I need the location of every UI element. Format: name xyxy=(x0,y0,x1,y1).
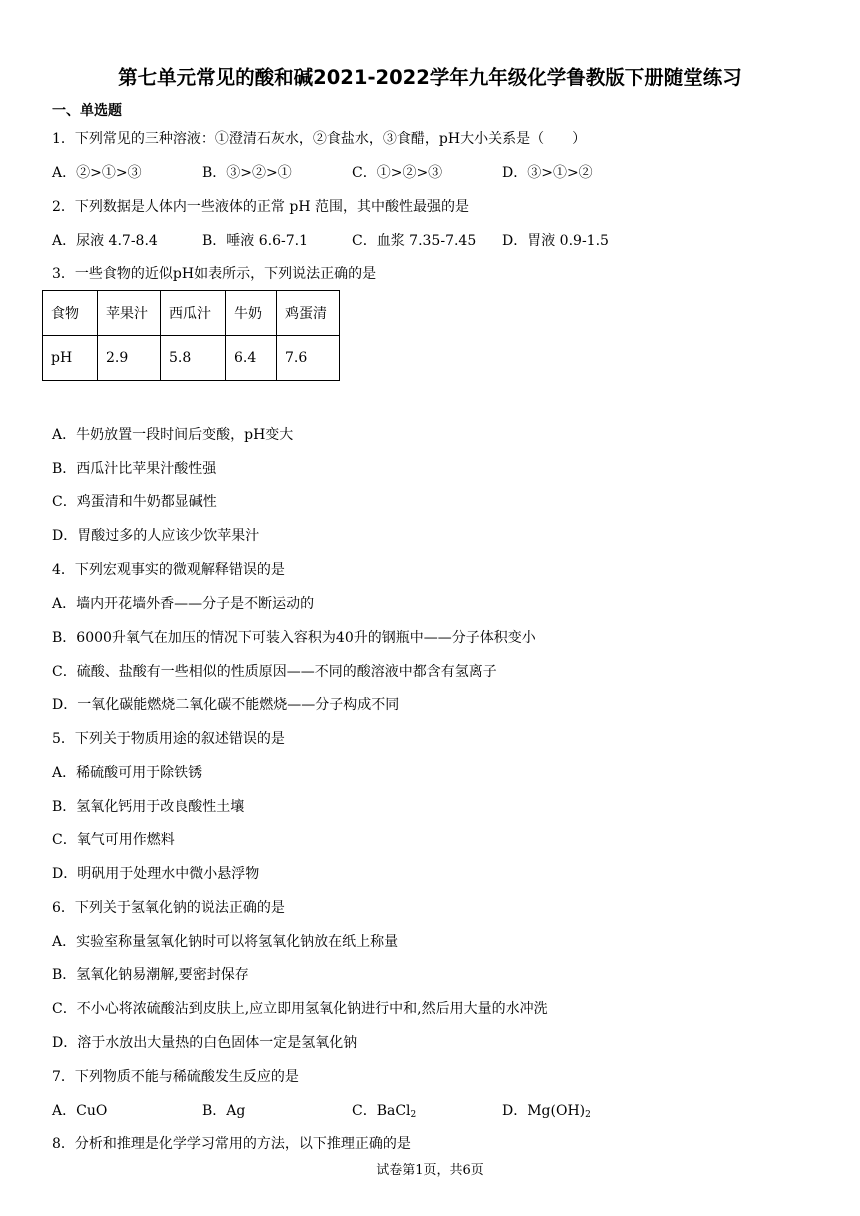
ph-table-value-row xyxy=(43,336,340,381)
q4-option-c: C．硫酸、盐酸有一些相似的性质原因——不同的酸溶液中都含有氢离子 xyxy=(52,664,497,680)
question-7-stem: 7．下列物质不能与稀硫酸发生反应的是 xyxy=(52,1069,299,1085)
table-cell: 6.4 xyxy=(226,336,277,381)
table-cell: 食物 xyxy=(43,291,98,336)
q3-option-d: D．胃酸过多的人应该少饮苹果汁 xyxy=(52,528,260,544)
question-2-stem: 2．下列数据是人体内一些液体的正常 pH 范围，其中酸性最强的是 xyxy=(52,199,469,215)
q5-option-b: B．氢氧化钙用于改良酸性土壤 xyxy=(52,799,245,815)
table-cell: 2.9 xyxy=(98,336,161,381)
q4-option-a: A．墙内开花墙外香——分子是不断运动的 xyxy=(52,596,315,612)
q6-option-c: C．不小心将浓硫酸沾到皮肤上,应立即用氢氧化钠进行中和,然后用大量的水冲洗 xyxy=(52,1001,548,1017)
q7-option-c-text: C．BaCl xyxy=(352,1103,411,1119)
table-cell: 5.8 xyxy=(161,336,226,381)
table-cell: 牛奶 xyxy=(226,291,277,336)
q7-option-d-text: D．Mg(OH) xyxy=(502,1103,586,1119)
q3-option-b: B．西瓜汁比苹果汁酸性强 xyxy=(52,461,217,477)
page-footer: 试卷第1页，共6页 xyxy=(376,1163,484,1178)
q1-option-b: B．③>②>① xyxy=(202,165,292,181)
q3-option-c: C．鸡蛋清和牛奶都显碱性 xyxy=(52,494,217,510)
q1-option-d: D．③>①>② xyxy=(502,165,593,181)
q5-option-a: A．稀硫酸可用于除铁锈 xyxy=(52,765,203,781)
q7-option-a: A．CuO xyxy=(52,1103,108,1119)
q6-option-d: D．溶于水放出大量热的白色固体一定是氢氧化钠 xyxy=(52,1035,358,1051)
q3-option-a: A．牛奶放置一段时间后变酸，pH变大 xyxy=(52,427,294,443)
question-1-stem: 1．下列常见的三种溶液：①澄清石灰水，②食盐水，③食醋，pH大小关系是（ ） xyxy=(52,131,587,147)
question-5-stem: 5．下列关于物质用途的叙述错误的是 xyxy=(52,731,285,747)
q1-option-c: C．①>②>③ xyxy=(352,165,443,181)
q6-option-a: A．实验室称量氢氧化钠时可以将氢氧化钠放在纸上称量 xyxy=(52,934,399,950)
q4-option-b: B．6000升氧气在加压的情况下可装入容积为40升的钢瓶中——分子体积变小 xyxy=(52,630,536,646)
exam-title: 第七单元常见的酸和碱2021-2022学年九年级化学鲁教版下册随堂练习 xyxy=(118,66,742,89)
q7-option-b: B．Ag xyxy=(202,1103,246,1119)
q2-option-b: B．唾液 6.6-7.1 xyxy=(202,233,308,249)
q4-option-d: D．一氧化碳能燃烧二氧化碳不能燃烧——分子构成不同 xyxy=(52,697,400,713)
subscript: 2 xyxy=(410,1110,417,1120)
question-8-stem: 8．分析和推理是化学学习常用的方法，以下推理正确的是 xyxy=(52,1136,411,1152)
table-cell: 苹果汁 xyxy=(98,291,161,336)
table-cell: 鸡蛋清 xyxy=(277,291,340,336)
q2-option-d: D．胃液 0.9-1.5 xyxy=(502,233,609,249)
question-3-stem: 3．一些食物的近似pH如表所示，下列说法正确的是 xyxy=(52,266,377,282)
section-heading: 一、单选题 xyxy=(52,103,122,119)
table-cell: 西瓜汁 xyxy=(161,291,226,336)
q2-option-c: C．血浆 7.35-7.45 xyxy=(352,233,477,249)
q6-option-b: B．氢氧化钠易潮解,要密封保存 xyxy=(52,967,249,983)
table-cell: pH xyxy=(43,336,98,381)
ph-table xyxy=(42,290,340,381)
q2-option-a: A．尿液 4.7-8.4 xyxy=(52,233,158,249)
q7-option-c xyxy=(352,1100,416,1120)
subscript: 2 xyxy=(585,1110,591,1120)
question-4-stem: 4．下列宏观事实的微观解释错误的是 xyxy=(52,562,285,578)
q5-option-c: C．氧气可用作燃料 xyxy=(52,832,175,848)
question-6-stem: 6．下列关于氢氧化钠的说法正确的是 xyxy=(52,900,285,916)
table-cell: 7.6 xyxy=(277,336,340,381)
q1-option-a: A．②>①>③ xyxy=(52,165,142,181)
ph-table-header-row xyxy=(43,291,340,336)
q7-option-d xyxy=(502,1100,591,1120)
q5-option-d: D．明矾用于处理水中微小悬浮物 xyxy=(52,866,260,882)
